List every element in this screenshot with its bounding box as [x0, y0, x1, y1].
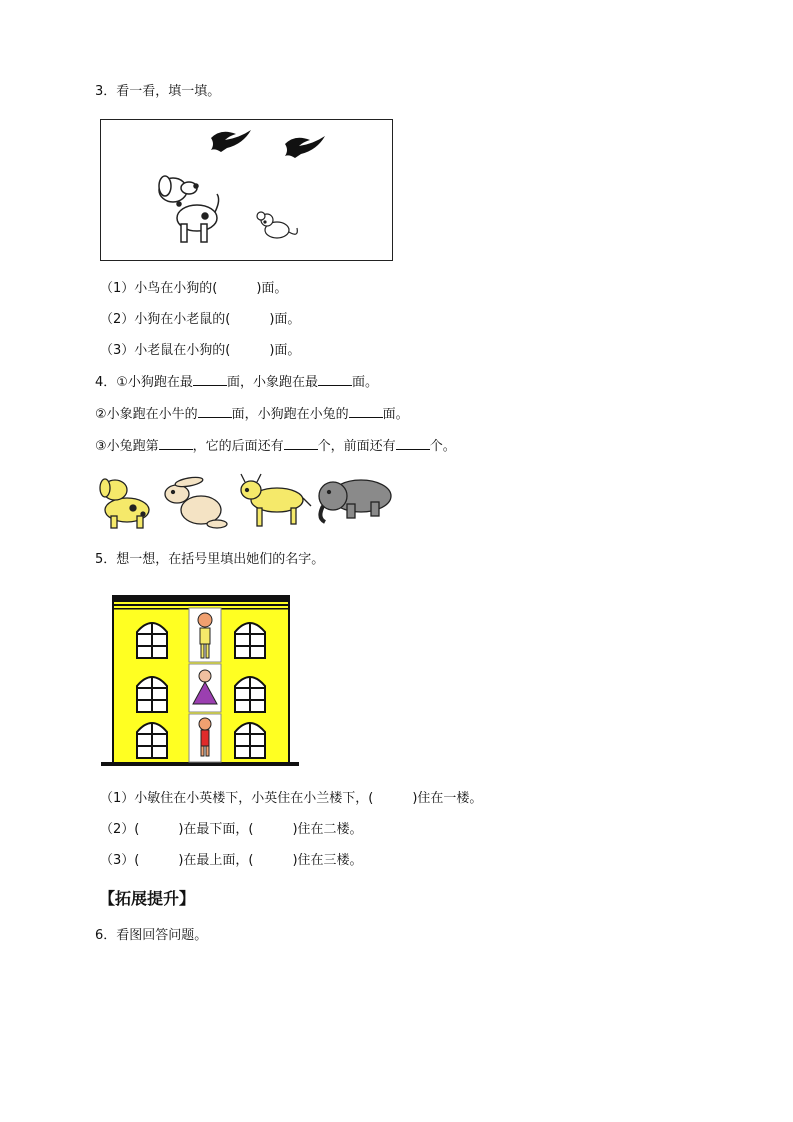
answer-blank[interactable] — [349, 405, 383, 418]
answer-blank[interactable] — [193, 373, 227, 386]
dog-icon — [100, 479, 149, 528]
q5-title: 5．想一想，在括号里填出她们的名字。 — [95, 552, 325, 567]
q3-title: 3．看一看，填一填。 — [95, 84, 221, 99]
q5-item-2: （2）( )在最下面，( )住在二楼。 — [100, 822, 363, 837]
q4-line-2: ②小象跑在小牛的 面，小狗跑在小兔的 面。 — [95, 407, 409, 422]
answer-blank[interactable] — [284, 437, 318, 450]
answer-blank[interactable] — [159, 437, 193, 450]
answer-blank[interactable] — [396, 437, 430, 450]
q4-line-1: 4．①小狗跑在最 面，小象跑在最 面。 — [95, 375, 378, 390]
q3-item-2: （2）小狗在小老鼠的( )面。 — [100, 312, 301, 327]
dog-icon — [159, 176, 219, 242]
q5-building-picture — [101, 590, 299, 770]
window-icon — [137, 623, 167, 658]
bird-icon — [211, 130, 251, 152]
bird-icon — [285, 136, 325, 158]
q4-line-3: ③小兔跑第 ，它的后面还有 个，前面还有 个。 — [95, 439, 456, 454]
window-icon — [137, 723, 167, 758]
mouse-icon — [257, 212, 297, 238]
answer-blank[interactable] — [318, 373, 352, 386]
answer-blank[interactable] — [198, 405, 232, 418]
window-icon — [137, 677, 167, 712]
q5-item-1: （1）小敏住在小英楼下，小英住在小兰楼下，( )住在一楼。 — [100, 791, 483, 806]
q3-picture — [100, 119, 393, 261]
q3-item-3: （3）小老鼠在小狗的( )面。 — [100, 343, 301, 358]
q4-animals-picture — [97, 470, 397, 532]
q5-item-3: （3）( )在最上面，( )住在三楼。 — [100, 853, 363, 868]
q3-item-1: （1）小鸟在小狗的( )面。 — [100, 281, 288, 296]
section-title: 【拓展提升】 — [99, 889, 196, 908]
q6-title: 6．看图回答问题。 — [95, 928, 208, 943]
cow-icon — [241, 474, 311, 526]
elephant-icon — [319, 480, 391, 522]
window-icon — [235, 623, 265, 658]
rabbit-icon — [165, 476, 227, 528]
window-icon — [235, 677, 265, 712]
window-icon — [235, 723, 265, 758]
